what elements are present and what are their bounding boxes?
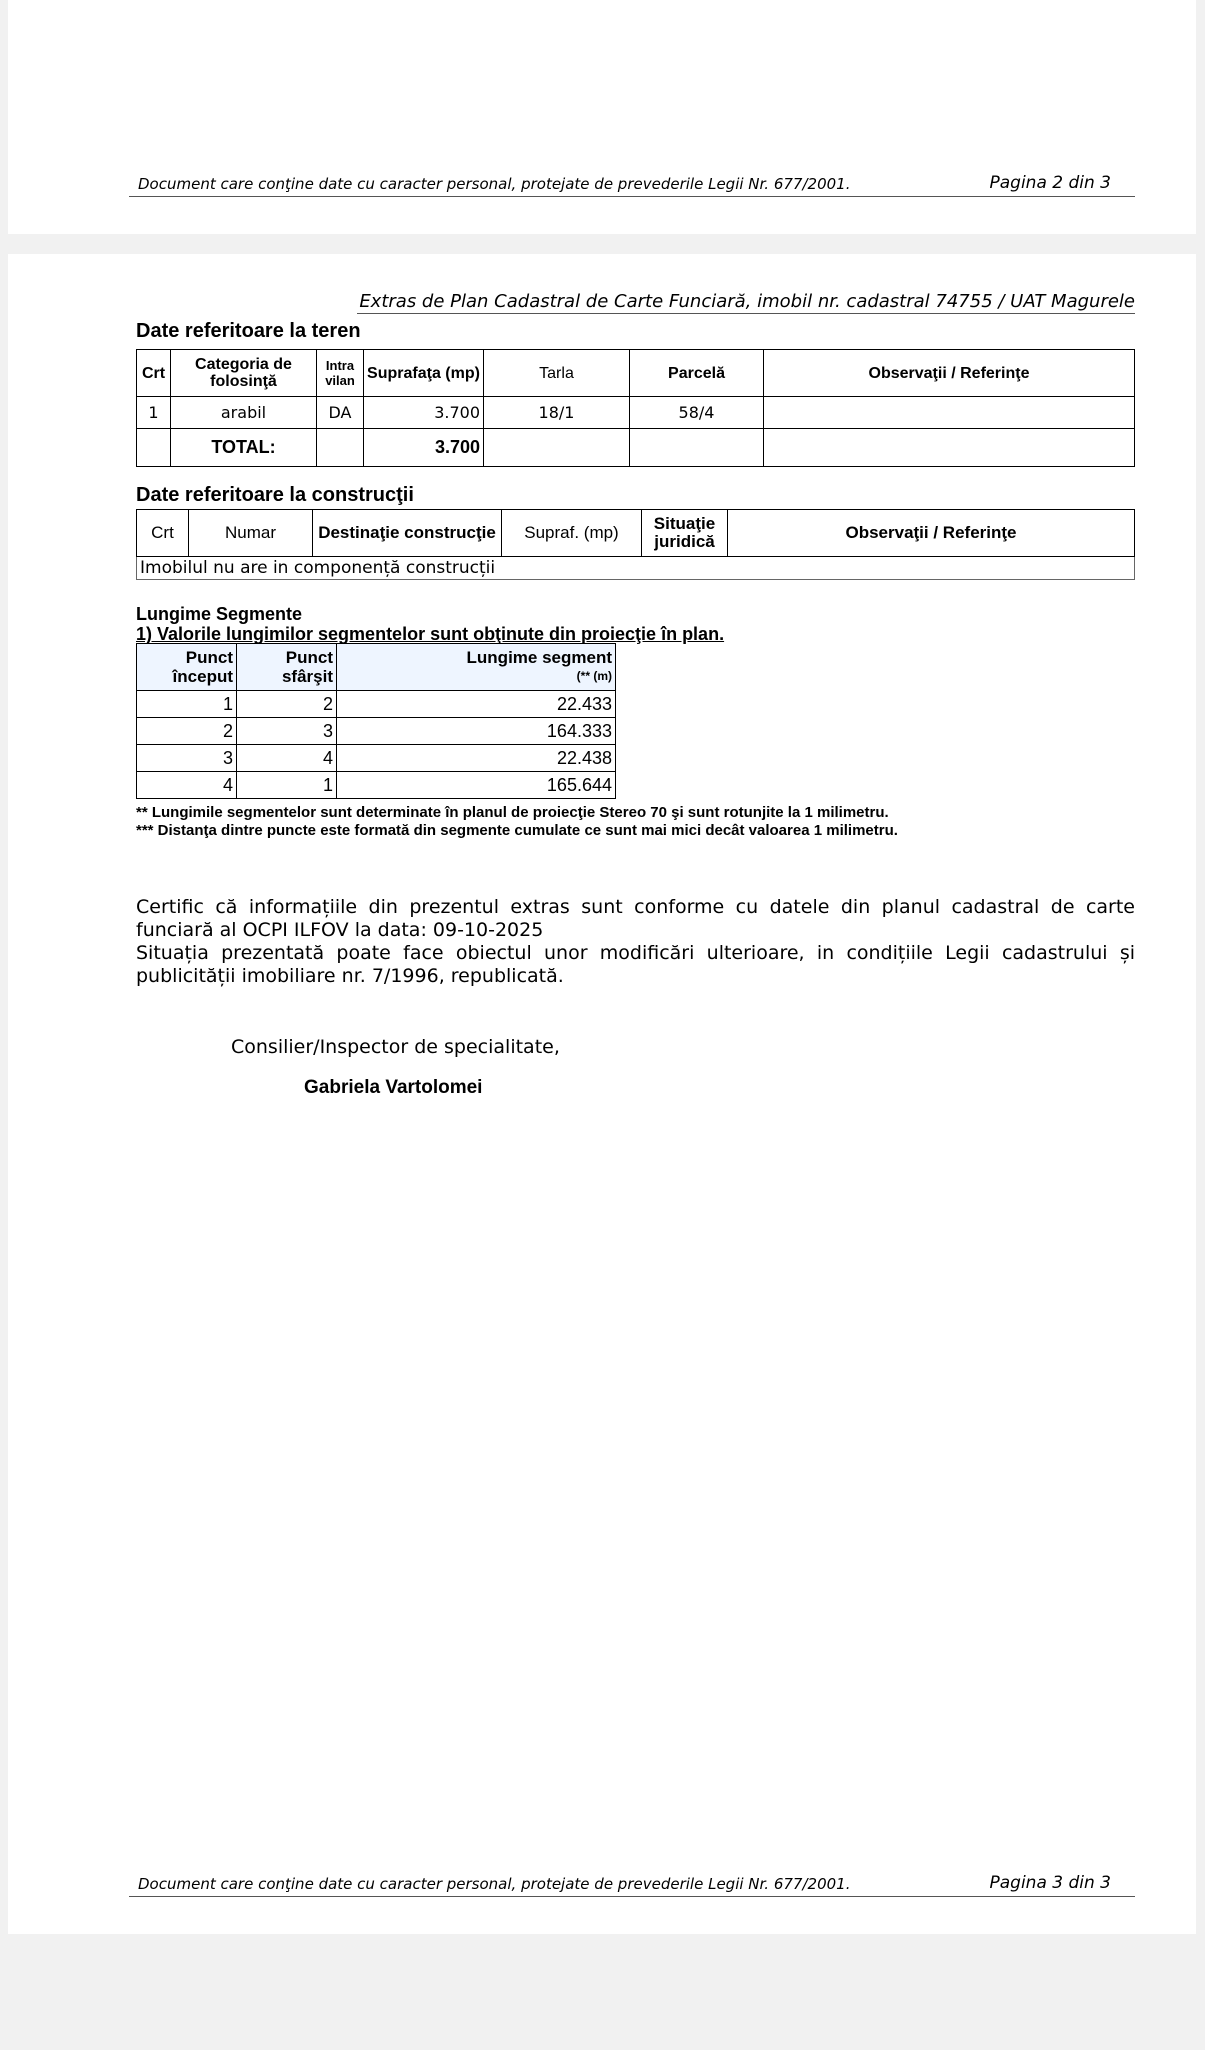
previous-page-fragment <box>8 0 1196 234</box>
table-total-row <box>137 429 1135 467</box>
cell-start: 1 <box>137 691 237 718</box>
cell-intravilan: DA <box>317 397 364 429</box>
table-header-row <box>137 644 616 691</box>
page-footer-bottom <box>129 1852 1135 1897</box>
table-row <box>137 397 1135 429</box>
cell-end: 3 <box>237 718 337 745</box>
cell-start: 4 <box>137 772 237 799</box>
cell-end: 2 <box>237 691 337 718</box>
footer-privacy-note: Document care conţine date cu caracter personal, protejate de prevederile Legii Nr. 677/2001. <box>138 1875 851 1893</box>
total-label: TOTAL: <box>171 429 317 467</box>
cell-length: 165.644 <box>337 772 616 799</box>
col-crt: Crt <box>137 510 189 557</box>
segmente-table <box>136 643 616 799</box>
segment-notes <box>136 804 898 840</box>
col-suprafata: Suprafaţa (mp) <box>364 350 484 397</box>
cell-start: 2 <box>137 718 237 745</box>
segmente-heading <box>136 604 724 644</box>
segmente-title: Lungime Segmente <box>136 604 303 624</box>
cell-parcela: 58/4 <box>630 397 764 429</box>
page-footer-top <box>129 152 1135 197</box>
table-row <box>137 557 1135 580</box>
col-suprafata: Supraf. (mp) <box>502 510 642 557</box>
certification-text <box>136 896 1135 988</box>
page-number: Pagina 3 din 3 <box>989 1873 1111 1893</box>
cell-length: 22.433 <box>337 691 616 718</box>
col-intravilan: Intra vilan <box>317 350 364 397</box>
teren-section-title: Date referitoare la teren <box>136 320 361 342</box>
col-numar: Numar <box>189 510 313 557</box>
signer-role: Consilier/Inspector de specialitate, <box>231 1036 560 1058</box>
cell-length: 22.438 <box>337 745 616 772</box>
col-crt: Crt <box>137 350 171 397</box>
col-punct-inceput: Punct început <box>137 644 237 691</box>
cell-tarla: 18/1 <box>484 397 630 429</box>
total-value: 3.700 <box>364 429 484 467</box>
cell-end: 1 <box>237 772 337 799</box>
page-number: Pagina 2 din 3 <box>989 173 1111 193</box>
cell-suprafata: 3.700 <box>364 397 484 429</box>
col-situatie: Situaţie juridică <box>642 510 728 557</box>
col-punct-sfarsit: Punct sfârşit <box>237 644 337 691</box>
segmente-subtitle: 1) Valorile lungimilor segmentelor sunt obţinute din proiecţie în plan. <box>136 624 725 644</box>
cell-length: 164.333 <box>337 718 616 745</box>
certification-paragraph: Certific că informațiile din prezentul extras sunt conforme cu datele din planul cadastral de carte funciară al OCPI ILFOV la data: 09-10-2025 <box>136 896 1135 941</box>
constructii-table <box>136 509 1135 580</box>
signer-name: Gabriela Vartolomei <box>304 1077 483 1098</box>
col-tarla: Tarla <box>484 350 630 397</box>
teren-table <box>136 349 1135 467</box>
cell-categoria: arabil <box>171 397 317 429</box>
col-observatii: Observaţii / Referinţe <box>728 510 1135 557</box>
footer-privacy-note: Document care conţine date cu caracter personal, protejate de prevederile Legii Nr. 677/2001. <box>138 175 851 193</box>
cell-start: 3 <box>137 745 237 772</box>
col-lungime <box>337 644 616 691</box>
col-lungime-label: Lungime segment <box>466 648 612 667</box>
table-row <box>137 691 616 718</box>
constructii-section-title: Date referitoare la construcţii <box>136 484 414 506</box>
col-parcela: Parcelă <box>630 350 764 397</box>
col-observatii: Observaţii / Referinţe <box>764 350 1135 397</box>
table-row <box>137 718 616 745</box>
no-constructions-note: Imobilul nu are in componență construcții <box>137 557 1135 580</box>
table-row <box>137 772 616 799</box>
cell-crt: 1 <box>137 397 171 429</box>
col-lungime-unit: (** (m) <box>576 669 612 683</box>
table-row <box>137 745 616 772</box>
col-categoria: Categoria de folosinţă <box>171 350 317 397</box>
table-header-row <box>137 350 1135 397</box>
table-header-row <box>137 510 1135 557</box>
cell-end: 4 <box>237 745 337 772</box>
document-header: Extras de Plan Cadastral de Carte Funciară, imobil nr. cadastral 74755 / UAT Magurele <box>357 291 1135 314</box>
disclaimer-paragraph: Situația prezentată poate face obiectul unor modificări ulterioare, in condițiile Legii cadastrului și publicității imobiliare nr. 7/1996, republicată. <box>136 942 1135 987</box>
note-rounding: ** Lungimile segmentelor sunt determinate în planul de proiecţie Stereo 70 şi sunt rotunjite la 1 milimetru. <box>136 804 889 821</box>
note-distance: *** Distanţa dintre puncte este formată din segmente cumulate ce sunt mai mici decât valoarea 1 milimetru. <box>136 822 898 839</box>
cell-observatii <box>764 397 1135 429</box>
col-destinatie: Destinaţie construcţie <box>313 510 502 557</box>
